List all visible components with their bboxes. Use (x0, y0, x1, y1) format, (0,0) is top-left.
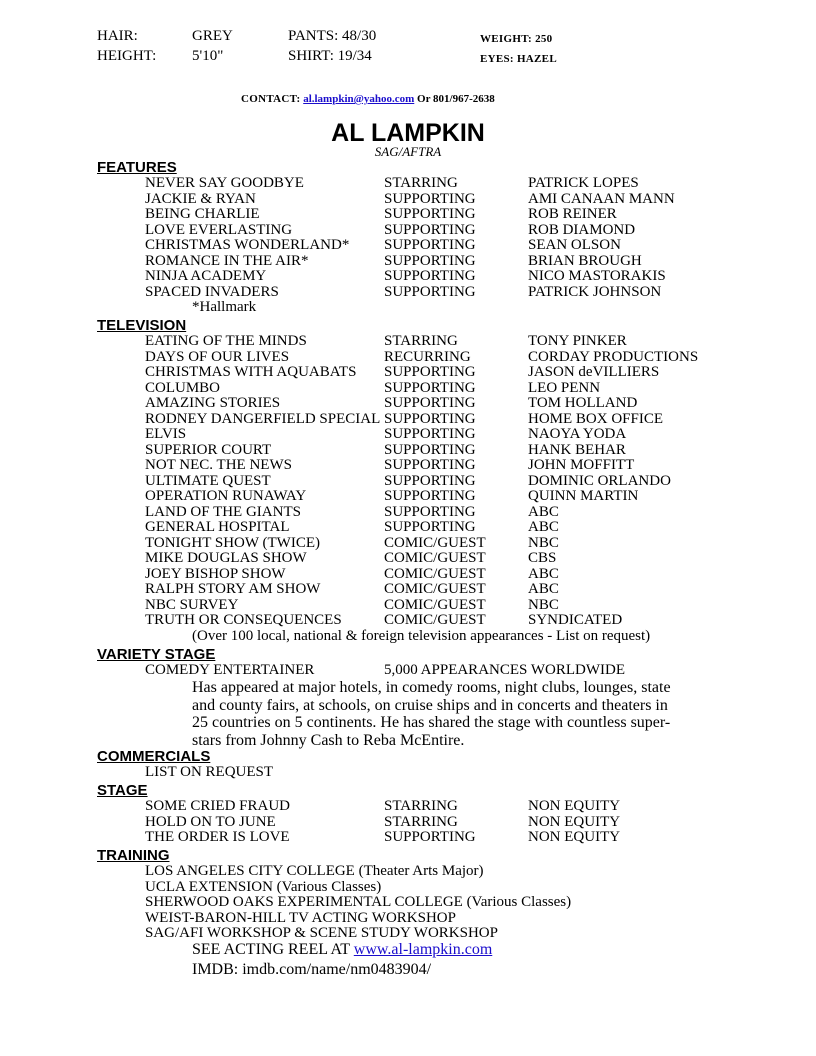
features-director: PATRICK LOPES (528, 175, 639, 191)
contact-phone: Or 801/967-2638 (417, 93, 495, 105)
television-role: COMIC/GUEST (384, 581, 486, 597)
television-role: COMIC/GUEST (384, 550, 486, 566)
stage-title: THE ORDER IS LOVE (145, 829, 290, 845)
television-title: NBC SURVEY (145, 596, 239, 613)
television-director: ABC (528, 581, 559, 597)
features-row (0, 207, 816, 223)
features-role: SUPPORTING (384, 252, 476, 269)
television-row (0, 520, 816, 536)
features-role: STARRING (384, 175, 458, 191)
television-director: SYNDICATED (528, 612, 623, 628)
features-note: *Hallmark (192, 299, 257, 315)
television-role: SUPPORTING (384, 379, 476, 396)
television-title: EATING OF THE MINDS (145, 333, 307, 349)
variety-detail: 5,000 APPEARANCES WORLDWIDE (384, 662, 625, 678)
features-row (0, 269, 816, 285)
television-director: HANK BEHAR (528, 441, 626, 458)
television-title: JOEY BISHOP SHOW (145, 565, 286, 582)
features-row (0, 254, 816, 270)
television-row (0, 458, 816, 474)
variety-description-line: stars from Johnny Cash to Reba McEntire. (192, 731, 465, 749)
television-row (0, 334, 816, 350)
television-title: TRUTH OR CONSEQUENCES (145, 612, 342, 628)
variety-description (192, 679, 692, 749)
television-row (0, 505, 816, 521)
television-role: STARRING (384, 333, 458, 349)
features-role: SUPPORTING (384, 221, 476, 238)
television-director: ABC (528, 565, 559, 582)
television-role: COMIC/GUEST (384, 612, 486, 628)
television-row (0, 474, 816, 490)
stage-row (0, 799, 816, 815)
features-director: PATRICK JOHNSON (528, 283, 662, 300)
features-title: NEVER SAY GOODBYE (145, 175, 304, 191)
stage-director: NON EQUITY (528, 798, 621, 814)
television-title: AMAZING STORIES (145, 395, 281, 411)
television-director: DOMINIC ORLANDO (528, 472, 671, 489)
television-role: SUPPORTING (384, 364, 476, 380)
television-title: COLUMBO (145, 379, 221, 396)
stage-role: STARRING (384, 798, 458, 814)
television-row (0, 489, 816, 505)
television-director: TOM HOLLAND (528, 395, 638, 411)
television-row (0, 412, 816, 428)
features-row (0, 176, 816, 192)
features-row (0, 223, 816, 239)
television-title: CHRISTMAS WITH AQUABATS (145, 364, 357, 380)
actor-name: AL LAMPKIN (331, 119, 485, 147)
training-item: SHERWOOD OAKS EXPERIMENTAL COLLEGE (Various Classes) (145, 894, 572, 910)
television-director: QUINN MARTIN (528, 488, 639, 504)
contact-email-link[interactable]: al.lampkin@yahoo.com (303, 93, 415, 105)
features-title: ROMANCE IN THE AIR* (145, 252, 309, 269)
television-role: COMIC/GUEST (384, 534, 486, 551)
height-label: HEIGHT: (97, 48, 157, 64)
television-row (0, 443, 816, 459)
features-row (0, 285, 816, 301)
features-director: ROB DIAMOND (528, 221, 636, 238)
television-row (0, 350, 816, 366)
features-director: AMI CANAAN MANN (528, 190, 675, 207)
television-row (0, 598, 816, 614)
hair-value: GREY (192, 28, 233, 44)
features-title: CHRISTMAS WONDERLAND* (145, 237, 350, 253)
stage-director: NON EQUITY (528, 813, 621, 830)
acting-reel-link[interactable]: www.al-lampkin.com (353, 941, 493, 958)
variety-description-line: and county fairs, at schools, on cruise ships and in concerts and theaters in (192, 696, 668, 714)
features-role: SUPPORTING (384, 268, 476, 284)
union-affiliation: SAG/AFTRA (374, 144, 442, 159)
commercials-heading: COMMERCIALS (97, 748, 211, 765)
television-title: LAND OF THE GIANTS (145, 503, 301, 520)
television-row (0, 613, 816, 629)
eye-color: EYES: HAZEL (480, 53, 557, 65)
variety-description-line: Has appeared at major hotels, in comedy rooms, night clubs, lounges, state (192, 679, 671, 696)
television-row (0, 396, 816, 412)
television-title: TONIGHT SHOW (TWICE) (145, 534, 320, 551)
television-director: NAOYA YODA (528, 426, 627, 442)
variety-row (0, 663, 816, 679)
features-role: SUPPORTING (384, 237, 476, 253)
television-role: SUPPORTING (384, 457, 476, 473)
television-role: SUPPORTING (384, 472, 476, 489)
television-role: SUPPORTING (384, 488, 476, 504)
television-director: JASON deVILLIERS (528, 364, 660, 380)
contact-label: CONTACT: (241, 93, 301, 105)
television-director: HOME BOX OFFICE (528, 410, 664, 427)
features-heading: FEATURES (97, 159, 177, 176)
television-row (0, 365, 816, 381)
features-row (0, 192, 816, 208)
features-role: SUPPORTING (384, 283, 476, 300)
stage-row (0, 815, 816, 831)
television-role: COMIC/GUEST (384, 565, 486, 582)
training-item: WEIST-BARON-HILL TV ACTING WORKSHOP (145, 909, 456, 926)
pants-size: PANTS: 48/30 (288, 28, 377, 44)
television-director: ABC (528, 503, 559, 520)
television-director: ABC (528, 519, 559, 535)
television-director: NBC (528, 534, 559, 551)
television-row (0, 551, 816, 567)
television-role: SUPPORTING (384, 410, 476, 427)
variety-stage-heading: VARIETY STAGE (97, 646, 216, 663)
television-director: LEO PENN (528, 379, 601, 396)
stage-title: HOLD ON TO JUNE (145, 813, 276, 830)
training-item: UCLA EXTENSION (Various Classes) (145, 878, 382, 895)
features-title: NINJA ACADEMY (145, 268, 267, 284)
television-role: RECURRING (384, 348, 471, 365)
training-heading: TRAINING (97, 847, 170, 864)
shirt-size: SHIRT: 19/34 (288, 48, 372, 64)
television-title: MIKE DOUGLAS SHOW (145, 550, 307, 566)
commercials-text: LIST ON REQUEST (145, 764, 274, 780)
television-title: SUPERIOR COURT (145, 441, 272, 458)
television-row (0, 582, 816, 598)
acting-reel-label: SEE ACTING REEL AT (192, 941, 350, 958)
television-role: SUPPORTING (384, 441, 476, 458)
contact-line (241, 92, 495, 108)
features-title: LOVE EVERLASTING (145, 221, 293, 238)
television-title: RODNEY DANGERFIELD SPECIAL (145, 410, 381, 427)
television-title: RALPH STORY AM SHOW (145, 581, 321, 597)
television-role: SUPPORTING (384, 426, 476, 442)
television-role: SUPPORTING (384, 519, 476, 535)
training-item: LOS ANGELES CITY COLLEGE (Theater Arts Major) (145, 863, 484, 879)
features-director: SEAN OLSON (528, 237, 621, 253)
television-title: DAYS OF OUR LIVES (145, 348, 290, 365)
television-title: ELVIS (145, 426, 187, 442)
acting-reel-line (192, 942, 492, 958)
features-role: SUPPORTING (384, 206, 476, 222)
television-director: TONY PINKER (528, 333, 627, 349)
stage-title: SOME CRIED FRAUD (145, 798, 291, 814)
imdb-line: IMDB: imdb.com/name/nm0483904/ (192, 961, 432, 978)
television-director: JOHN MOFFITT (528, 457, 635, 473)
television-director: CORDAY PRODUCTIONS (528, 348, 699, 365)
variety-description-line: 25 countries on 5 continents. He has shared the stage with countless super- (192, 714, 671, 731)
features-title: BEING CHARLIE (145, 206, 260, 222)
television-director: CBS (528, 550, 557, 566)
features-director: BRIAN BROUGH (528, 252, 642, 269)
features-title: SPACED INVADERS (145, 283, 279, 300)
television-director: NBC (528, 596, 559, 613)
stage-director: NON EQUITY (528, 829, 621, 845)
training-item: SAG/AFI WORKSHOP & SCENE STUDY WORKSHOP (145, 925, 498, 941)
television-title: GENERAL HOSPITAL (145, 519, 290, 535)
features-director: NICO MASTORAKIS (528, 268, 666, 284)
television-role: SUPPORTING (384, 503, 476, 520)
hair-label: HAIR: (97, 28, 138, 44)
variety-role: COMEDY ENTERTAINER (145, 662, 315, 678)
stage-heading: STAGE (97, 782, 148, 799)
television-title: OPERATION RUNAWAY (145, 488, 307, 504)
television-role: COMIC/GUEST (384, 596, 486, 613)
features-director: ROB REINER (528, 206, 617, 222)
stage-role: STARRING (384, 813, 458, 830)
television-role: SUPPORTING (384, 395, 476, 411)
features-title: JACKIE & RYAN (145, 190, 256, 207)
television-note: (Over 100 local, national & foreign television appearances - List on request) (192, 628, 651, 644)
height-value: 5'10" (192, 48, 224, 64)
stage-role: SUPPORTING (384, 829, 476, 845)
features-row (0, 238, 816, 254)
television-row (0, 567, 816, 583)
television-row (0, 427, 816, 443)
television-row (0, 381, 816, 397)
television-row (0, 536, 816, 552)
television-heading: TELEVISION (97, 317, 187, 334)
weight: WEIGHT: 250 (480, 33, 553, 45)
television-title: NOT NEC. THE NEWS (145, 457, 292, 473)
stage-row (0, 830, 816, 846)
features-role: SUPPORTING (384, 190, 476, 207)
television-title: ULTIMATE QUEST (145, 472, 271, 489)
